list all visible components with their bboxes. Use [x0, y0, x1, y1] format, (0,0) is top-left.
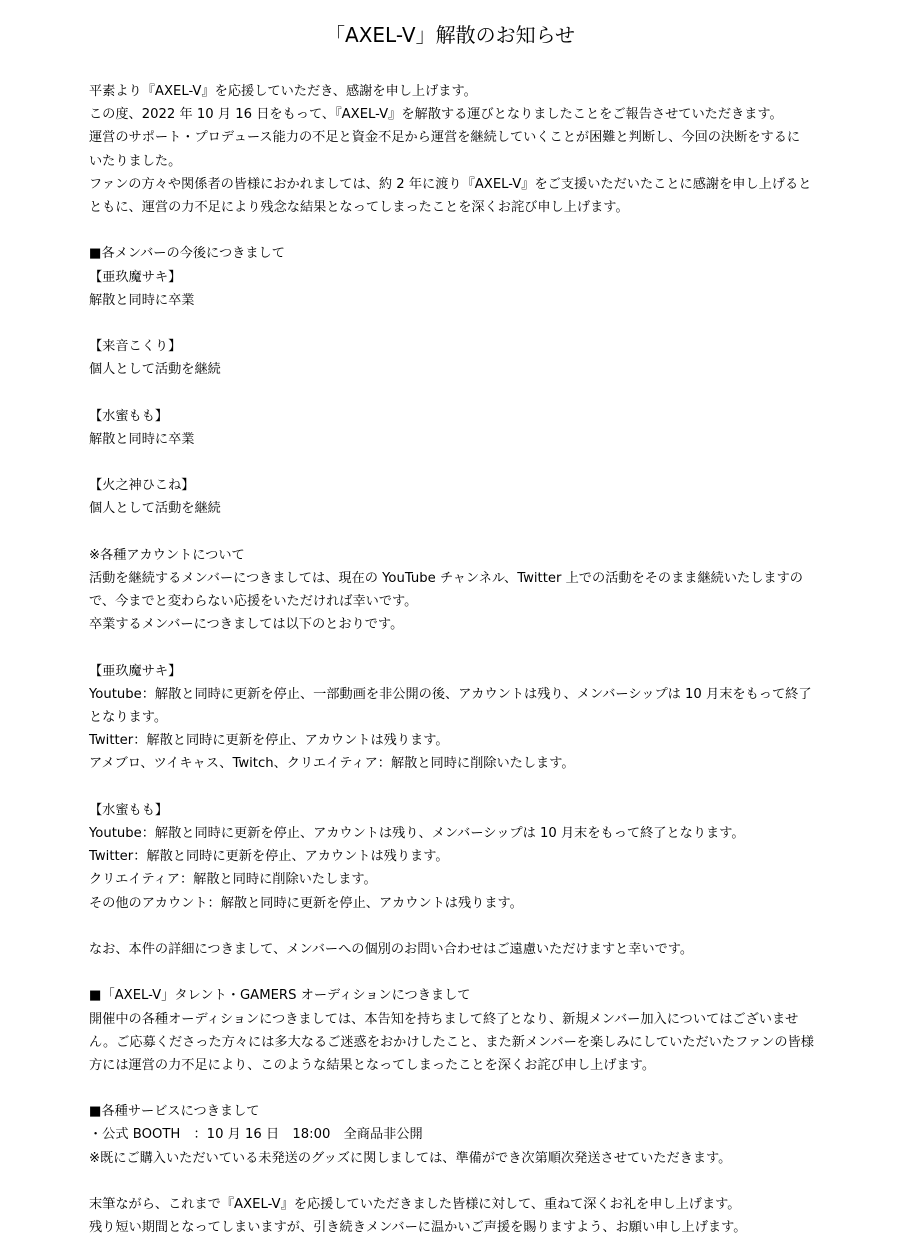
members-future-section: [89, 242, 819, 312]
services-section: [89, 1100, 819, 1170]
member-name: 【火之神ひこね】: [89, 478, 195, 494]
section-heading: ■各メンバーの今後につきまして: [89, 246, 285, 262]
section-heading: ■各種サービスにつきまして: [89, 1104, 260, 1120]
text-line: なお、本件の詳細につきまして、メンバーへの個別のお問い合わせはご遠慮いただけますと幸いです。: [89, 941, 694, 957]
text-line: 平素より『AXEL-V』を応援していただき、感謝を申し上げます。: [89, 84, 477, 99]
text-line: 残り短い期間となってしまいますが、引き続きメンバーに温かいご声援を賜りますよう、お願い申し上げます。: [89, 1220, 747, 1236]
paragraph-gap: [89, 312, 819, 335]
text-line: Youtube：解散と同時に更新を停止、一部動画を非公開の後、アカウントは残り、メンバーシップは 10 月末をもって終了: [89, 686, 812, 702]
member-block: [89, 474, 819, 520]
member-status: 解散と同時に卒業: [89, 431, 195, 447]
text-line: その他のアカウント：解散と同時に更新を停止、アカウントは残ります。: [89, 895, 523, 911]
paragraph-gap: [89, 915, 819, 938]
member-accounts-block: [89, 660, 819, 776]
member-status: 個人として活動を継続: [89, 501, 221, 517]
accounts-section: [89, 544, 819, 637]
text-line: 方には運営の力不足により、このような結果となってしまったことを深くお詫び申し上げます。: [89, 1057, 656, 1073]
text-line: 運営のサポート・プロデュース能力の不足と資金不足から運営を継続していくことが困難と判断し、今回の決断をするに: [89, 130, 801, 146]
member-block: [89, 405, 819, 451]
paragraph-gap: [89, 1170, 819, 1193]
paragraph-gap: [89, 776, 819, 799]
paragraph-gap: [89, 637, 819, 660]
text-line: Twitter：解散と同時に更新を停止、アカウントは残ります。: [89, 733, 449, 749]
document-body: [89, 80, 819, 1239]
text-line: となります。: [89, 710, 168, 726]
document-title: 「AXEL-V」解散のお知らせ: [325, 23, 575, 47]
text-line: 卒業するメンバーにつきましては以下のとおりです。: [89, 617, 404, 633]
text-line: アメブロ、ツイキャス、Twitch、クリエイティア：解散と同時に削除いたします。: [89, 756, 575, 772]
inquiry-note: [89, 938, 819, 961]
paragraph-gap: [89, 521, 819, 544]
member-accounts-block: [89, 799, 819, 915]
text-line: 末筆ながら、これまで『AXEL-V』を応援していただきました皆様に対して、重ねて深くお礼を申し上げます。: [89, 1197, 741, 1212]
member-name: 【亜玖魔サキ】: [89, 269, 182, 285]
text-line: 開催中の各種オーディションにつきましては、本告知を持ちまして終了となり、新規メンバー加入についてはございませ: [89, 1011, 799, 1027]
text-line: ファンの方々や関係者の皆様におかれましては、約 2 年に渡り『AXEL-V』をご支援いただいたことに感謝を申し上げると: [89, 176, 812, 192]
paragraph-gap: [89, 1077, 819, 1100]
paragraph-gap: [89, 451, 819, 474]
section-heading: ■「AXEL-V」タレント・GAMERS オーディションにつきまして: [89, 988, 471, 1004]
member-name: 【来音こくり】: [89, 339, 182, 355]
text-line: Twitter：解散と同時に更新を停止、アカウントは残ります。: [89, 849, 449, 865]
text-line: Youtube：解散と同時に更新を停止、アカウントは残り、メンバーシップは 10 月末をもって終了となります。: [89, 826, 745, 841]
intro-paragraph: [89, 80, 819, 219]
text-line: クリエイティア：解散と同時に削除いたします。: [89, 872, 377, 888]
text-line: ※既にご購入いただいている未発送のグッズに関しましては、準備ができ次第順次発送させていただきます。: [89, 1150, 732, 1166]
text-line: ともに、運営の力不足により残念な結果となってしまったことを深くお詫び申し上げます。: [89, 199, 629, 215]
member-block: [89, 335, 819, 381]
text-line: で、今までと変わらない応援をいただければ幸いです。: [89, 594, 418, 610]
member-name: 【亜玖魔サキ】: [89, 663, 182, 679]
text-line: この度、2022 年 10 月 16 日をもって、『AXEL-V』を解散する運びとなりましたことをご報告させていただきます。: [89, 107, 783, 123]
paragraph-gap: [89, 381, 819, 404]
member-status: 個人として活動を継続: [89, 362, 221, 378]
paragraph-gap: [89, 961, 819, 984]
member-status: 解散と同時に卒業: [89, 292, 195, 308]
section-heading: ※各種アカウントについて: [89, 547, 245, 563]
member-name: 【水蜜もも】: [89, 802, 169, 818]
member-name: 【水蜜もも】: [89, 408, 169, 424]
text-line: いたりました。: [89, 153, 182, 169]
text-line: ん。ご応募くださった方々には多大なるご迷惑をおかけしたこと、また新メンバーを楽しみにしていただいたファンの皆様: [89, 1034, 814, 1050]
paragraph-gap: [89, 219, 819, 242]
text-line: ・公式 BOOTH ：10 月 16 日 18:00 全商品非公開: [89, 1127, 423, 1143]
text-line: 活動を継続するメンバーにつきましては、現在の YouTube チャンネル、Twitter 上での活動をそのまま継続いたしますの: [89, 570, 803, 586]
audition-section: [89, 984, 819, 1077]
